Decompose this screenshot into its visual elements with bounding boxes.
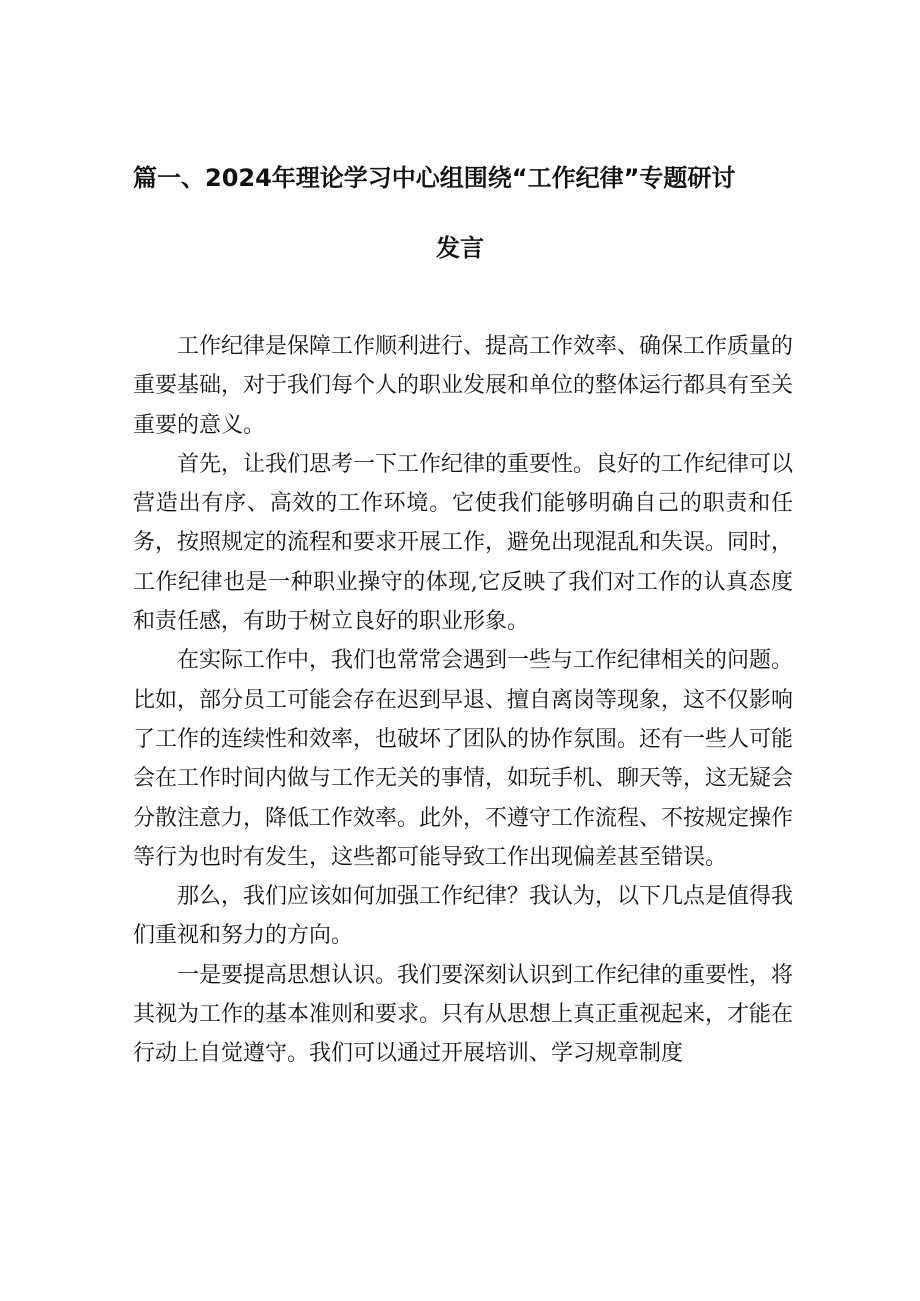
document-body: [133, 327, 793, 1074]
paragraph-problems: 在实际工作中，我们也常常会遇到一些与工作纪律相关的问题。比如，部分员工可能会存在迟到早退、擅自离岗等现象，这不仅影响了工作的连续性和效率，也破坏了团队的协作氛围。还有一些人可能会在工作时间内做与工作无关的事情，如玩手机、聊天等，这无疑会分散注意力，降低工作效率。此外，不遵守工作流程、不按规定操作等行为也时有发生，这些都可能导致工作出现偏差甚至错误。: [133, 648, 794, 870]
paragraph-intro: 工作纪律是保障工作顺利进行、提高工作效率、确保工作质量的重要基础，对于我们每个人的职业发展和单位的整体运行都具有至关重要的意义。: [133, 334, 794, 438]
paragraph-importance: 首先，让我们思考一下工作纪律的重要性。良好的工作纪律可以营造出有序、高效的工作环境。它使我们能够明确自己的职责和任务，按照规定的流程和要求开展工作，避免出现混乱和失误。同时，工作纪律也是一种职业操守的体现,它反映了我们对工作的认真态度和责任感，有助于树立良好的职业形象。: [133, 451, 794, 635]
document-title-line-1: 篇一、2024年理论学习中心组围绕“工作纪律”专题研讨: [133, 164, 736, 192]
document-title-line-2: 发言: [436, 234, 484, 262]
paragraph-question: 那么，我们应该如何加强工作纪律？我认为，以下几点是值得我们重视和努力的方向。: [133, 884, 794, 949]
paragraph-point-one: 一是要提高思想认识。我们要深刻认识到工作纪律的重要性，将其视为工作的基本准则和要求。只有从思想上真正重视起来，才能在行动上自觉遵守。我们可以通过开展培训、学习规章制度: [133, 962, 794, 1067]
